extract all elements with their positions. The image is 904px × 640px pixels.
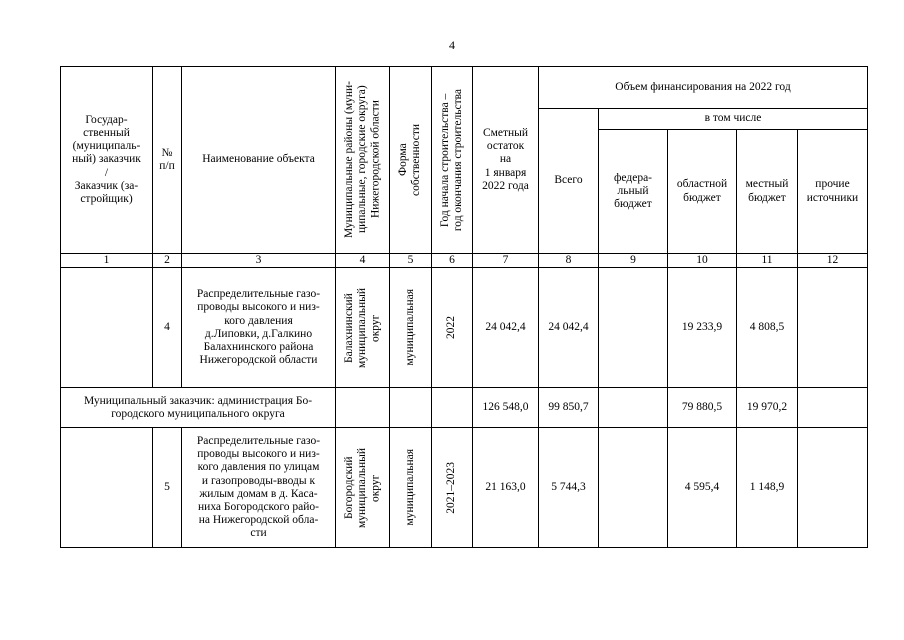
column-number: 5 — [390, 254, 432, 268]
subtotal-label: Муниципальный заказчик: администрация Бо- городского муниципального округа — [61, 388, 336, 428]
header-districts: Муниципальные районы (муни- ципальные, городские округа) Нижегородской области — [336, 67, 390, 254]
row-district: Богородский муниципальный округ — [336, 428, 390, 548]
table-row — [61, 268, 868, 388]
row-object-name: Распределительные газо- проводы высокого и низ- кого давления по улицам и газопроводы-вводы к жилым домам в д. Каса- ниха Богородского райо- на Нижегородской обла- сти — [182, 428, 336, 548]
column-number: 11 — [737, 254, 798, 268]
row-other — [798, 268, 868, 388]
row-federal — [599, 268, 668, 388]
row-estimate: 21 163,0 — [473, 428, 539, 548]
page-number: 4 — [449, 38, 455, 52]
row-other — [798, 428, 868, 548]
column-numbers-row — [61, 254, 868, 268]
subtotal-estimate: 126 548,0 — [473, 388, 539, 428]
header-ownership: Форма собственности — [390, 67, 432, 254]
column-number: 10 — [668, 254, 737, 268]
row-local: 1 148,9 — [737, 428, 798, 548]
header-num: № п/п — [153, 67, 182, 254]
row-years: 2021–2023 — [432, 428, 473, 548]
header-object-name: Наименование объекта — [182, 67, 336, 254]
subtotal-other — [798, 388, 868, 428]
column-number: 12 — [798, 254, 868, 268]
header-total: Всего — [539, 109, 599, 254]
table-row — [61, 428, 868, 548]
subtotal-ownership — [390, 388, 432, 428]
column-number: 8 — [539, 254, 599, 268]
subtotal-regional: 79 880,5 — [668, 388, 737, 428]
subtotal-row — [61, 388, 868, 428]
header-estimate: Сметный остаток на 1 января 2022 года — [473, 67, 539, 254]
row-federal — [599, 428, 668, 548]
row-estimate: 24 042,4 — [473, 268, 539, 388]
row-district: Балахнинский муниципальный округ — [336, 268, 390, 388]
row-years: 2022 — [432, 268, 473, 388]
row-ownership: муниципальная — [390, 268, 432, 388]
column-number: 2 — [153, 254, 182, 268]
header-including: в том числе — [599, 109, 868, 130]
column-number: 1 — [61, 254, 153, 268]
row-object-name: Распределительные газо- проводы высокого и низ- кого давления д.Липовки, д.Галкино Балахнинского района Нижегородской области — [182, 268, 336, 388]
header-other: прочие источники — [798, 130, 868, 254]
row-local: 4 808,5 — [737, 268, 798, 388]
row-total: 24 042,4 — [539, 268, 599, 388]
column-number: 9 — [599, 254, 668, 268]
column-number: 4 — [336, 254, 390, 268]
header-customer: Государ- ственный (муниципаль- ный) заказчик / Заказчик (за- стройщик) — [61, 67, 153, 254]
financing-table — [60, 66, 868, 548]
subtotal-district — [336, 388, 390, 428]
header-regional: областной бюджет — [668, 130, 737, 254]
subtotal-federal — [599, 388, 668, 428]
subtotal-local: 19 970,2 — [737, 388, 798, 428]
column-number: 3 — [182, 254, 336, 268]
header-federal: федера- льный бюджет — [599, 130, 668, 254]
column-number: 7 — [473, 254, 539, 268]
subtotal-total: 99 850,7 — [539, 388, 599, 428]
row-ownership: муниципальная — [390, 428, 432, 548]
column-number: 6 — [432, 254, 473, 268]
header-funding: Объем финансирования на 2022 год — [539, 67, 868, 109]
row-total: 5 744,3 — [539, 428, 599, 548]
row-num: 5 — [153, 428, 182, 548]
header-local: местный бюджет — [737, 130, 798, 254]
row-regional: 19 233,9 — [668, 268, 737, 388]
header-years: Год начала строительства – год окончания строительства — [432, 67, 473, 254]
row-num: 4 — [153, 268, 182, 388]
row-customer — [61, 268, 153, 388]
row-regional: 4 595,4 — [668, 428, 737, 548]
row-customer — [61, 428, 153, 548]
subtotal-years — [432, 388, 473, 428]
